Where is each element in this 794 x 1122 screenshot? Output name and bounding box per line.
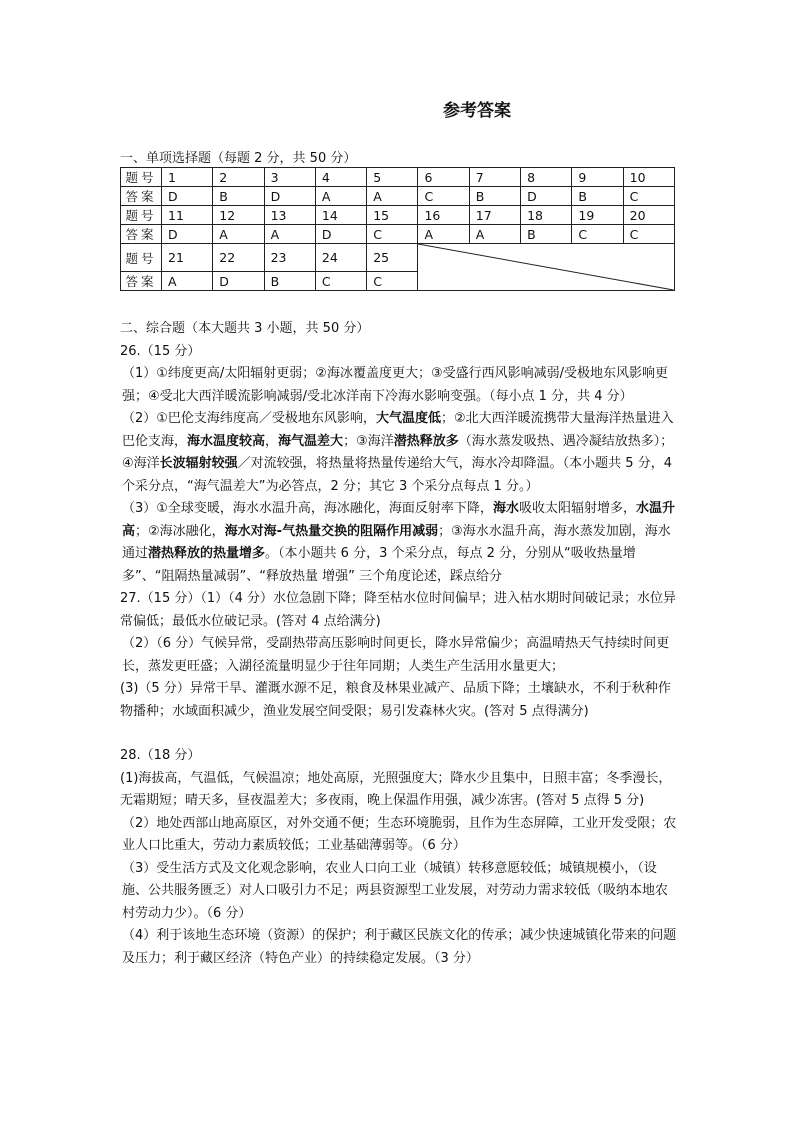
row-label-ans: 答案 (121, 225, 162, 244)
table-row-numbers-3 (121, 244, 675, 272)
text-run: （3）①全球变暖，海水水温升高，海冰融化，海面反射率下降， (122, 501, 493, 516)
table-row-numbers-1 (121, 168, 675, 187)
ans-cell: A (162, 272, 213, 291)
diagonal-line (418, 244, 674, 290)
text-run: ；②北大西洋暖流携带大量海洋热量进入巴伦支海， (122, 411, 674, 449)
row-label-num: 题号 (121, 244, 162, 272)
ans-cell: A (315, 187, 366, 206)
ans-cell: C (623, 225, 674, 244)
key-point: 海水温度较高 (187, 433, 266, 449)
q28-part1: (1)海拔高，气温低，气候温凉；地处高原，光照强度大；降水少且集中，日照丰富；冬季漫长，无霜期短；晴天多，昼夜温差大；多夜雨，晚上保温作用强，减少冻害。(答对 5 点得 5 分) (120, 770, 672, 808)
ans-cell: B (469, 187, 520, 206)
ans-cell: A (213, 225, 264, 244)
key-point: 海水对海-气热量交换的阻隔作用减弱 (224, 523, 439, 539)
ans-cell: C (367, 272, 418, 291)
num-cell: 23 (264, 244, 315, 272)
key-point: 潜热释放多 (393, 433, 459, 449)
page-title: 参考答案 (443, 101, 511, 121)
key-point: 长波辐射较强 (159, 456, 238, 471)
num-cell: 12 (213, 206, 264, 225)
q27-part1: 27.（15 分）（1）（4 分）水位急剧下降；降至枯水位时间偏早；进入枯水期时间破记录；水位异常偏低；最低水位破记录。(答对 4 点给满分) (120, 591, 677, 629)
row-label-num: 题号 (121, 168, 162, 187)
num-cell: 16 (418, 206, 469, 225)
num-cell: 2 (213, 168, 264, 187)
num-cell: 18 (521, 206, 572, 225)
q28-heading: 28.（18 分） (120, 748, 201, 763)
ans-cell: A (264, 225, 315, 244)
q26-part1: （1）①纬度更高/太阳辐射更弱；②海冰覆盖度更大；③受盛行西风影响减弱/受极地东风影响更强；④受北大西洋暖流影响减弱/受北冰洋南下冷海水影响变强。（每小点 1 分，共 4 分） (122, 366, 668, 404)
num-cell: 9 (572, 168, 623, 187)
table-row-numbers-2 (121, 206, 675, 225)
num-cell: 21 (162, 244, 213, 272)
ans-cell: B (213, 187, 264, 206)
text-run: （2）①巴伦支海纬度高／受极地东风影响， (122, 411, 376, 426)
q26-part3 (120, 498, 680, 588)
answer-body (120, 318, 680, 970)
num-cell: 10 (623, 168, 674, 187)
text-run: 。（本小题共 6 分，3 个采分点，每点 2 分，分别从“吸收热量增多”、“阻隔热量减弱”、“释放热量 增强” 三个角度论述，踩点给分 (122, 546, 636, 584)
text-run: （海水蒸发吸热、遇冷凝结放热多）；④海洋 (122, 433, 674, 471)
answer-table (120, 167, 675, 291)
text-run: ， (265, 433, 279, 449)
q27-part2: （2）（6 分）气候异常，受副热带高压影响时间更长，降水异常偏少；高温晴热天气持续时间更长，蒸发更旺盛；入湖径流量明显少于往年同期；人类生产生活用水量更大； (122, 636, 670, 674)
empty-diagonal-cell (418, 244, 675, 291)
section-2-heading: 二、综合题（本大题共 3 小题，共 50 分） (120, 321, 370, 336)
row-label-ans: 答案 (121, 272, 162, 291)
num-cell: 22 (213, 244, 264, 272)
table-row-answers-1 (121, 187, 675, 206)
ans-cell: C (418, 187, 469, 206)
key-point: 水温升高 (122, 501, 675, 539)
text-run: 吸收太阳辐射增多， (518, 501, 636, 516)
table-row-answers-2 (121, 225, 675, 244)
ans-cell: A (418, 225, 469, 244)
text-run: ；③海洋 (343, 433, 394, 449)
ans-cell: C (623, 187, 674, 206)
q28-part2: （2）地处西部山地高原区，对外交通不便；生态环境脆弱，且作为生态屏障，工业开发受限；农业人口比重大，劳动力素质较低；工业基础薄弱等。（6 分） (122, 815, 677, 853)
ans-cell: A (469, 225, 520, 244)
q28-part4: （4）利于该地生态环境（资源）的保护；利于藏区民族文化的传承；减少快速城镇化带来的问题及压力；利于藏区经济（特色产业）的持续稳定发展。（3 分） (122, 928, 677, 966)
ans-cell: D (213, 272, 264, 291)
row-label-ans: 答案 (121, 187, 162, 206)
num-cell: 20 (623, 206, 674, 225)
num-cell: 7 (469, 168, 520, 187)
num-cell: 6 (418, 168, 469, 187)
ans-cell: A (367, 187, 418, 206)
num-cell: 8 (521, 168, 572, 187)
ans-cell: B (572, 187, 623, 206)
num-cell: 5 (367, 168, 418, 187)
key-point: 大气温度低 (375, 411, 441, 426)
ans-cell: C (315, 272, 366, 291)
ans-cell: D (315, 225, 366, 244)
num-cell: 17 (469, 206, 520, 225)
num-cell: 11 (162, 206, 213, 225)
key-point: 潜热释放的热量增多 (148, 546, 266, 561)
q27-part3: (3)（5 分）异常干旱、灌溉水源不足，粮食及林果业减产、品质下降；土壤缺水，不利于秋种作物播种；水域面积减少，渔业发展空间受限；易引发森林火灾。(答对 5 点得满分) (120, 681, 671, 719)
num-cell: 1 (162, 168, 213, 187)
num-cell: 4 (315, 168, 366, 187)
row-label-num: 题号 (121, 206, 162, 225)
text-run: ；③海水水温升高，海水蒸发加剧，海水通过 (122, 523, 671, 561)
num-cell: 13 (264, 206, 315, 225)
ans-cell: D (162, 225, 213, 244)
ans-cell: D (162, 187, 213, 206)
spacer (120, 723, 680, 745)
num-cell: 24 (315, 244, 366, 272)
text-run: ／对流较强，将热量将热量传递给大气，海水冷却降温。（本小题共 5 分，4 个采分点，“海气温差大”为必答点，2 分；其它 3 个采分点每点 1 分。） (122, 456, 672, 494)
q26-part2 (120, 408, 680, 498)
num-cell: 19 (572, 206, 623, 225)
num-cell: 14 (315, 206, 366, 225)
ans-cell: C (367, 225, 418, 244)
ans-cell: C (572, 225, 623, 244)
key-point: 海气温差大 (278, 433, 344, 449)
q26-heading: 26.（15 分） (120, 343, 201, 359)
ans-cell: B (264, 272, 315, 291)
ans-cell: B (521, 225, 572, 244)
ans-cell: D (521, 187, 572, 206)
section-1-heading: 一、单项选择题（每题 2 分，共 50 分） (120, 151, 357, 166)
key-point: 海水 (492, 501, 519, 516)
ans-cell: D (264, 187, 315, 206)
q28-part3: （3）受生活方式及文化观念影响，农业人口向工业（城镇）转移意愿较低；城镇规模小，（设施、公共服务匮乏）对人口吸引力不足；两县资源型工业发展，对劳动力需求较低（吸纳本地农村劳动力少）。（6 分） (122, 860, 669, 921)
text-run: ；②海冰融化， (135, 523, 225, 539)
num-cell: 3 (264, 168, 315, 187)
num-cell: 15 (367, 206, 418, 225)
num-cell: 25 (367, 244, 418, 272)
